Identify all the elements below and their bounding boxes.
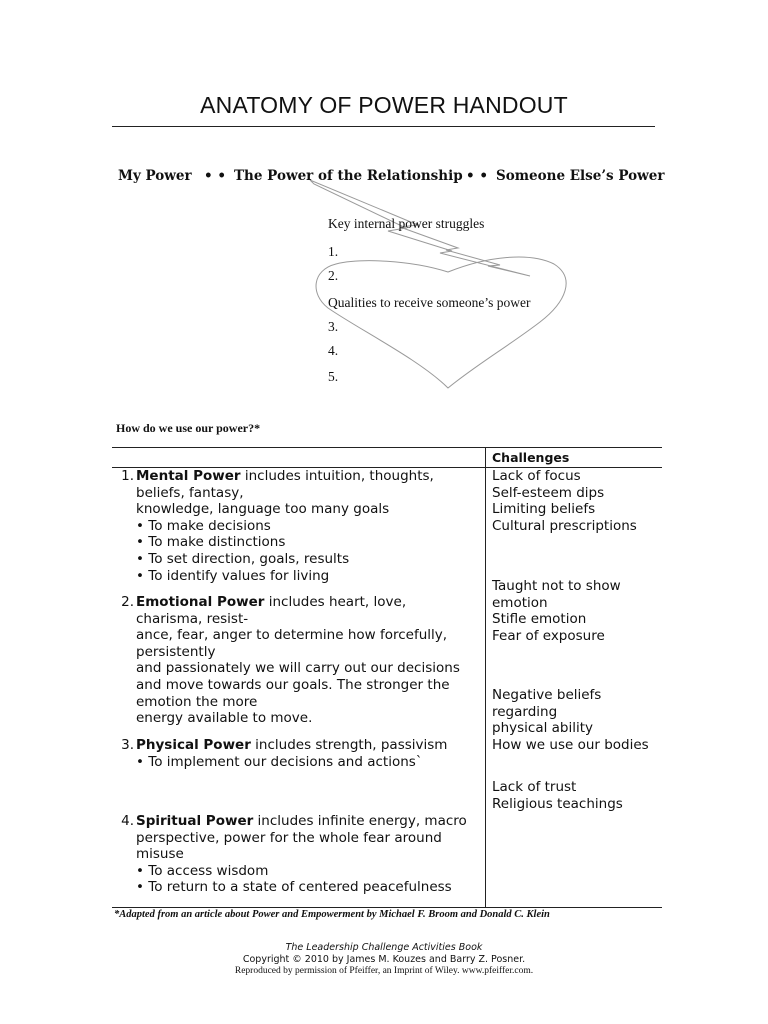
item-line: persistently (136, 643, 216, 660)
challenge-item: Self-esteem dips (492, 484, 605, 501)
separator-dots: • • (204, 168, 226, 184)
power-description: includes strength, passivism (250, 737, 448, 753)
table-bottom-rule (112, 907, 662, 908)
title-divider (112, 126, 655, 127)
challenges-emotional (492, 578, 621, 644)
book-title: The Leadership Challenge Activities Book (285, 942, 483, 953)
item-bullet: • To access wisdom (136, 862, 269, 879)
challenges-mental (492, 468, 637, 534)
copyright-line: Copyright © 2010 by James M. Kouzes and Barry Z. Posner. (242, 954, 526, 965)
challenges-physical (492, 687, 649, 753)
item-line: knowledge, language too many goals (136, 501, 390, 518)
challenge-item: regarding (492, 703, 558, 720)
item-bullet: • To set direction, goals, results (136, 550, 350, 567)
challenge-item: Religious teachings (492, 795, 623, 812)
power-use-question: How do we use our power?* (116, 421, 261, 435)
reproduction-notice: Reproduced by permission of Pfeiffer, an Imprint of Wiley. www.pfeiffer.com. (234, 966, 534, 976)
item-line: perspective, power for the whole fear around (136, 829, 442, 846)
item-line: and passionately we will carry out our decisions (136, 660, 460, 677)
table-column-divider (485, 447, 486, 907)
struggle-1: 1. (328, 244, 339, 259)
item-line: and move towards our goals. The stronger the (136, 676, 450, 693)
power-item-spiritual (112, 813, 482, 896)
power-description: includes intuition, thoughts, (240, 468, 434, 484)
challenge-item: Cultural prescriptions (492, 517, 637, 534)
item-bullet: • To implement our decisions and actions` (136, 753, 423, 770)
quality-3: 3. (328, 319, 339, 334)
challenge-item: physical ability (492, 720, 594, 737)
qualities-label: Qualities to receive someone’s power (328, 295, 531, 310)
item-line: beliefs, fantasy, (136, 484, 244, 501)
heart-lightning-graphic (300, 180, 600, 395)
power-name: Physical Power (136, 737, 251, 753)
power-description: includes heart, love, (264, 594, 407, 610)
challenges-spiritual (492, 779, 623, 812)
challenge-item: How we use our bodies (492, 736, 649, 753)
separator-dots: • • (466, 168, 488, 184)
item-bullet: • To make distinctions (136, 534, 286, 551)
item-line: ance, fear, anger to determine how forcefully, (136, 627, 448, 644)
item-number: 2. (121, 594, 134, 610)
challenge-item: Stifle emotion (492, 611, 587, 628)
heart-diagram (300, 180, 600, 395)
power-item-physical (112, 737, 482, 770)
challenge-item: Negative beliefs (492, 687, 602, 703)
item-line: emotion the more (136, 693, 258, 710)
challenge-item: Lack of focus (492, 468, 581, 484)
power-name: Emotional Power (136, 594, 265, 610)
item-number: 3. (121, 737, 134, 753)
someone-else-power-label: Someone Else’s Power (496, 168, 665, 184)
item-bullet: • To return to a state of centered peacefulness (136, 879, 452, 896)
quality-4: 4. (328, 343, 339, 358)
table-top-rule (112, 447, 662, 448)
heart-shape (316, 257, 566, 388)
power-name: Mental Power (136, 468, 241, 484)
challenges-column-header: Challenges (492, 450, 570, 465)
item-line: misuse (136, 846, 184, 863)
source-footnote: *Adapted from an article about Power and Empowerment by Michael F. Broom and Donald C. Klein (114, 909, 550, 920)
challenge-item: emotion (492, 594, 548, 611)
page-title: ANATOMY OF POWER HANDOUT (200, 92, 568, 118)
challenge-item: Taught not to show (492, 578, 621, 594)
struggles-label: Key internal power struggles (328, 216, 485, 231)
item-number: 1. (121, 468, 134, 484)
item-line: energy available to move. (136, 710, 313, 727)
power-name: Spiritual Power (136, 813, 254, 829)
item-bullet: • To identify values for living (136, 567, 330, 584)
power-description: includes infinite energy, macro (253, 813, 467, 829)
power-item-mental (112, 468, 482, 584)
quality-5: 5. (328, 369, 339, 384)
struggle-2: 2. (328, 268, 339, 283)
power-item-emotional (112, 594, 482, 727)
challenge-item: Limiting beliefs (492, 501, 596, 518)
challenge-item: Fear of exposure (492, 627, 605, 644)
item-number: 4. (121, 813, 134, 829)
relationship-power-label: The Power of the Relationship (234, 168, 463, 184)
item-bullet: • To make decisions (136, 517, 271, 534)
item-line: charisma, resist- (136, 610, 249, 627)
my-power-label: My Power (118, 168, 192, 184)
challenge-item: Lack of trust (492, 779, 577, 795)
